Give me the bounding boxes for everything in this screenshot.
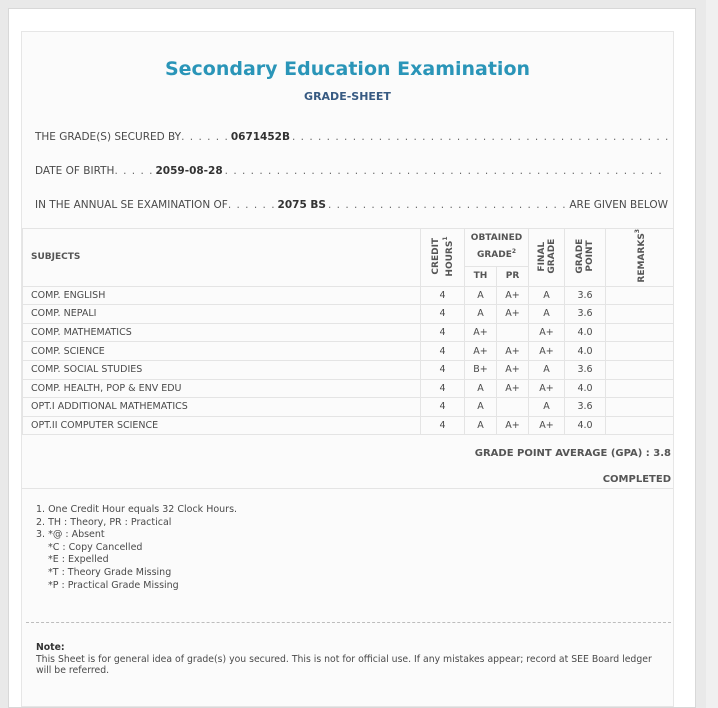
disclaimer (36, 642, 660, 677)
final-grade-cell: A (529, 360, 565, 379)
exam-year: 2075 BS (277, 199, 326, 211)
remarks-cell (606, 416, 674, 435)
subject-cell: OPT.II COMPUTER SCIENCE (23, 416, 421, 435)
practical-grade-cell: A+ (497, 416, 529, 435)
grade-point-cell: 4.0 (565, 323, 606, 342)
practical-grade-cell: A+ (497, 286, 529, 305)
final-grade-cell: A+ (529, 342, 565, 361)
credit-cell: 4 (421, 305, 465, 324)
credit-hours-header: CREDIT HOURS$^1$ (421, 229, 465, 287)
dashed-divider (26, 622, 671, 623)
remarks-header: REMARKS$^3$ (606, 229, 674, 287)
credit-cell: 4 (421, 379, 465, 398)
final-grade-cell: A+ (529, 323, 565, 342)
remarks-cell (606, 286, 674, 305)
dot-leader (292, 131, 668, 143)
theory-grade-cell: A (465, 398, 497, 417)
disclaimer-heading: Note: (36, 642, 65, 653)
final-grade-cell: A (529, 305, 565, 324)
grade-point-cell: 3.6 (565, 360, 606, 379)
grade-point-cell: 3.6 (565, 305, 606, 324)
table-row (23, 398, 674, 417)
note-item: 1. One Credit Hour equals 32 Clock Hours. (36, 504, 238, 515)
practical-grade-cell: A+ (497, 305, 529, 324)
note-item: 3. *@ : Absent (36, 529, 105, 541)
final-grade-cell: A+ (529, 416, 565, 435)
practical-grade-cell (497, 398, 529, 417)
remarks-cell (606, 398, 674, 417)
practical-grade-cell: A+ (497, 342, 529, 361)
theory-grade-cell: A+ (465, 342, 497, 361)
dob-label: DATE OF BIRTH (35, 165, 115, 177)
note-item: *C : Copy Cancelled (48, 541, 143, 553)
table-row (23, 360, 674, 379)
credit-cell: 4 (421, 360, 465, 379)
result-status: COMPLETED (602, 474, 671, 485)
table-row (23, 323, 674, 342)
remarks-cell (606, 360, 674, 379)
note-item: *E : Expelled (48, 554, 109, 566)
subject-cell: COMP. MATHEMATICS (23, 323, 421, 342)
grade-point-cell: 4.0 (565, 379, 606, 398)
note-item: *P : Practical Grade Missing (48, 579, 179, 591)
secured-by-line (35, 131, 668, 147)
subject-cell: COMP. HEALTH, POP & ENV EDU (23, 379, 421, 398)
notes-list (36, 504, 237, 592)
exam-title: Secondary Education Examination (164, 58, 531, 80)
subject-cell: COMP. SCIENCE (23, 342, 421, 361)
theory-grade-cell: B+ (465, 360, 497, 379)
grade-sheet (21, 31, 674, 707)
final-grade-cell: A (529, 398, 565, 417)
symbol-number: 0671452B (230, 131, 290, 143)
table-row (23, 416, 674, 435)
sheet-subtitle: GRADE-SHEET (304, 90, 391, 103)
subject-cell: OPT.I ADDITIONAL MATHEMATICS (23, 398, 421, 417)
dot-leader (181, 131, 229, 143)
theory-header: TH (465, 266, 497, 286)
dot-leader (228, 199, 276, 211)
theory-grade-cell: A (465, 305, 497, 324)
final-grade-cell: A (529, 286, 565, 305)
practical-grade-cell: A+ (497, 360, 529, 379)
note-item: *T : Theory Grade Missing (48, 566, 172, 578)
table-row (23, 342, 674, 361)
disclaimer-text: This Sheet is for general idea of grade(s) you secured. This is not for official use. If any mistakes appear; record at SEE Board ledger will be referred. (36, 653, 652, 676)
theory-grade-cell: A (465, 286, 497, 305)
credit-cell: 4 (421, 286, 465, 305)
practical-grade-cell: A+ (497, 379, 529, 398)
theory-grade-cell: A+ (465, 323, 497, 342)
divider (22, 488, 673, 489)
remarks-cell (606, 342, 674, 361)
dot-leader (225, 165, 668, 177)
exam-line (35, 199, 668, 215)
grade-point-cell: 4.0 (565, 342, 606, 361)
grade-point-cell: 3.6 (565, 286, 606, 305)
remarks-cell (606, 323, 674, 342)
theory-grade-cell: A (465, 379, 497, 398)
remarks-cell (606, 379, 674, 398)
subject-cell: COMP. SOCIAL STUDIES (23, 360, 421, 379)
exam-label: IN THE ANNUAL SE EXAMINATION OF (35, 199, 228, 211)
table-row (23, 379, 674, 398)
table-row (23, 305, 674, 324)
credit-cell: 4 (421, 323, 465, 342)
window-edge (706, 0, 718, 708)
subject-cell: COMP. NEPALI (23, 305, 421, 324)
grade-point-header: GRADE POINT (565, 229, 606, 287)
grade-point-cell: 4.0 (565, 416, 606, 435)
subject-cell: COMP. ENGLISH (23, 286, 421, 305)
exam-tail: ARE GIVEN BELOW (569, 199, 668, 211)
credit-cell: 4 (421, 398, 465, 417)
grades-table (22, 228, 674, 435)
obtained-grade-header: OBTAINED GRADE$^2$ (465, 229, 529, 267)
final-grade-header: FINAL GRADE (529, 229, 565, 287)
practical-grade-cell (497, 323, 529, 342)
grade-point-cell: 3.6 (565, 398, 606, 417)
credit-cell: 4 (421, 416, 465, 435)
dot-leader (328, 199, 567, 211)
note-item: 2. TH : Theory, PR : Practical (36, 516, 172, 528)
dob-line (35, 165, 668, 181)
gpa-summary: GRADE POINT AVERAGE (GPA) : 3.8 (474, 448, 671, 459)
credit-cell: 4 (421, 342, 465, 361)
dot-leader (114, 165, 153, 177)
dob-value: 2059-08-28 (155, 165, 223, 177)
table-row (23, 286, 674, 305)
theory-grade-cell: A (465, 416, 497, 435)
secured-by-label: THE GRADE(S) SECURED BY (35, 131, 182, 143)
page-container (8, 8, 696, 708)
final-grade-cell: A+ (529, 379, 565, 398)
practical-header: PR (497, 266, 529, 286)
subjects-header: SUBJECTS (23, 229, 421, 287)
remarks-cell (606, 305, 674, 324)
